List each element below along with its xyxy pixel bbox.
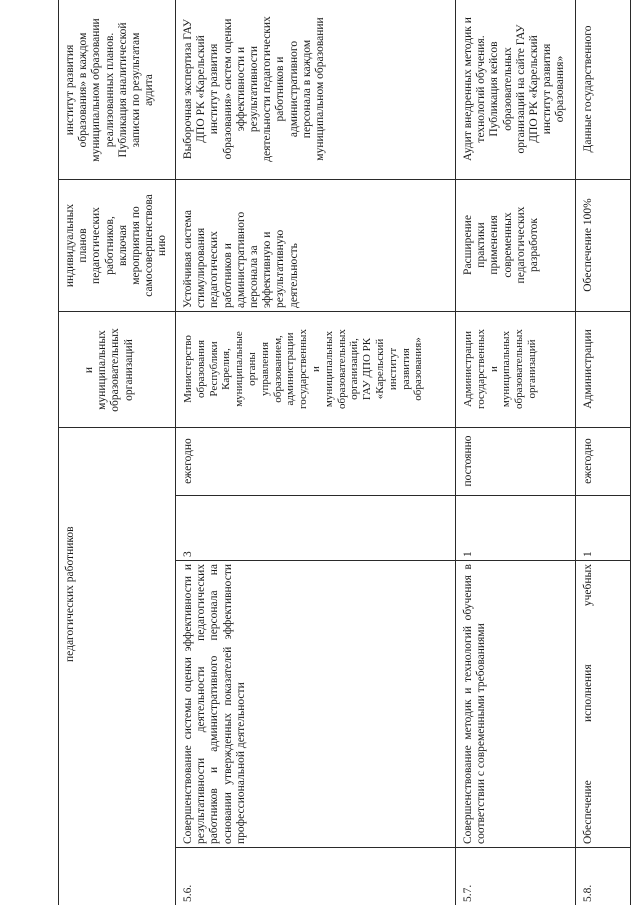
table-border-left — [58, 0, 59, 905]
row-5-8-name: Обеспечение исполнения учебных — [582, 564, 594, 844]
row-5-6-control: Выборочная экспертиза ГАУ ДПО РК «Карельский институт развития образования» систем оценки эффективности и результативности деятельности педагогических работников и административного персонала в каждом муниципальном образовании — [182, 16, 327, 162]
row-5-7-stage: 1 — [462, 551, 474, 557]
row-5-7-name: Совершенствование методик и технологий обучения в соответствии с современными требованиями — [462, 561, 488, 844]
cont-row-executors: и муниципальных образовательных организаций — [83, 328, 135, 412]
row-5-7-number: 5.7. — [462, 884, 474, 902]
row-5-8-number: 5.8. — [582, 884, 594, 902]
row-divider-period — [175, 495, 630, 496]
col-divider-name — [455, 0, 456, 905]
row-5-7-control: Аудит внедренных методик и технологий обучения. Публикация кейсов образовательных организаций на сайте ГАУ ДПО РК «Карельский институт развития образования» — [462, 17, 567, 161]
row-5-6-period: ежегодно — [182, 438, 194, 484]
row-5-6-number: 5.6. — [182, 884, 194, 902]
row-divider-result — [58, 311, 630, 312]
row-5-6-name: Совершенствование системы оценки эффективности и результативности деятельности педагогических работников и административного персонала на основании утвержденных показателей эффективности профессиональной деятельности — [182, 561, 247, 844]
row-5-8-result: Обеспечение 100% — [582, 198, 594, 292]
table-border-right — [630, 0, 631, 905]
row-5-8-executors: Администрации — [582, 329, 594, 409]
cont-row-control: институт развития образования» в каждом муниципальном образовании реализованных планов. Публикация аналитической записки по результатам аудита — [64, 18, 156, 162]
row-divider-control — [58, 179, 630, 180]
row-divider-name — [175, 847, 630, 848]
row-5-8-stage: 1 — [582, 551, 594, 557]
row-5-6-executors: Министерство образования Республики Карелия, муниципальные органы управления образованием, администрации государственных и муниципальных образовательных организаций, ГАУ ДПО РК «Карельский институт развития образования» — [182, 329, 425, 409]
row-5-6-result: Устойчивая система стимулирования педагогических работников и административного персонала за эффективную и результативную деятельность — [182, 210, 300, 308]
row-divider-stage — [175, 560, 630, 561]
row-5-7-executors: Администрации государственных и муниципальных образовательных организаций — [462, 329, 538, 409]
row-5-6-stage: 3 — [182, 551, 194, 557]
row-5-8-control: Данные государственного — [582, 25, 594, 153]
cont-row-result: индивидуальных планов педагогических работников, включая мероприятия по самосовершенствова нию — [64, 194, 169, 297]
col-divider-num — [175, 0, 176, 905]
row-5-8-period: ежегодно — [582, 438, 594, 484]
cont-row-title: педагогических работников — [64, 526, 76, 662]
col-divider-stage — [575, 0, 576, 905]
row-5-7-period: постоянно — [462, 435, 474, 487]
row-divider-executors — [58, 427, 630, 428]
row-5-7-result: Расширение практики применения современных педагогических разработок — [462, 206, 541, 284]
